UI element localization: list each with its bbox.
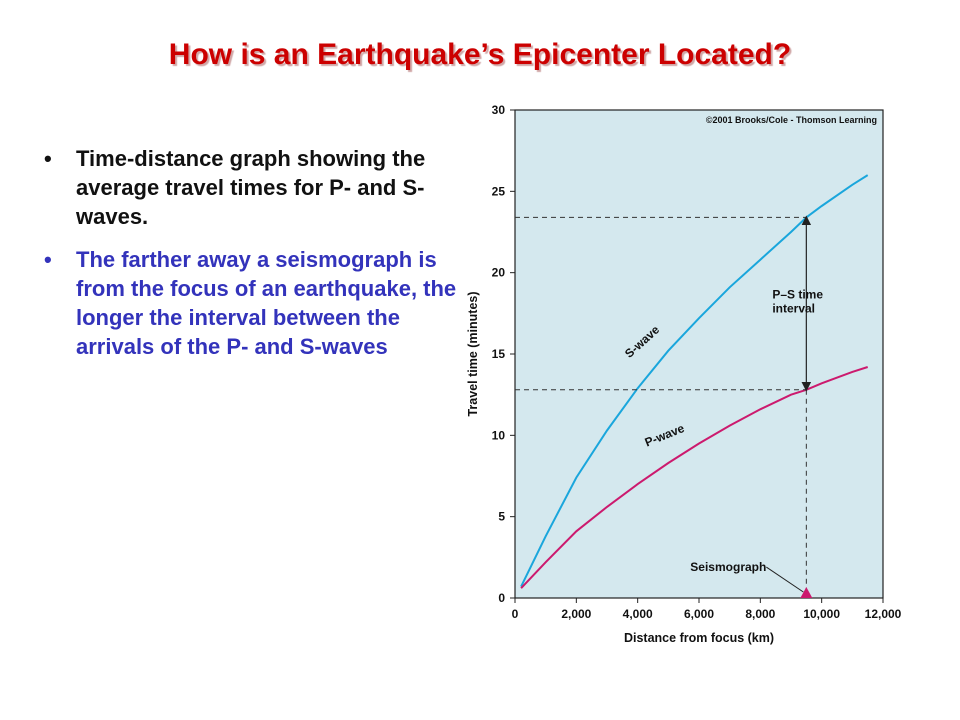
x-tick-label: 10,000 xyxy=(803,607,841,621)
plot-area xyxy=(515,110,883,598)
bullet-item-interval xyxy=(42,245,462,361)
y-axis-label: Travel time (minutes) xyxy=(466,291,480,417)
ps-interval-label: interval xyxy=(772,301,816,316)
y-tick-label: 20 xyxy=(491,265,505,280)
y-tick-label: 5 xyxy=(498,509,505,524)
ps-interval-label: P–S time xyxy=(772,287,824,302)
bullet-list xyxy=(42,144,462,375)
bullet-marker: • xyxy=(44,146,52,171)
x-axis-label: Distance from focus (km) xyxy=(623,631,775,645)
time-distance-chart xyxy=(455,100,915,660)
p-wave-label: P-wave xyxy=(642,421,687,450)
slide-title: How is an Earthquake’s Epicenter Located? xyxy=(168,38,792,71)
x-tick-label: 8,000 xyxy=(745,607,776,621)
chart-svg xyxy=(455,100,915,660)
bullet-item-travel-times xyxy=(42,144,462,231)
s-wave-label: S-wave xyxy=(622,322,663,361)
bullet-marker: • xyxy=(44,247,52,272)
x-tick-label: 2,000 xyxy=(561,607,592,621)
y-tick-label: 0 xyxy=(498,591,505,605)
x-tick-label: 4,000 xyxy=(622,607,653,621)
x-tick-label: 12,000 xyxy=(864,607,902,621)
copyright-text: ©2001 Brooks/Cole - Thomson Learning xyxy=(705,115,877,125)
y-tick-label: 25 xyxy=(491,184,505,199)
y-tick-label: 30 xyxy=(491,103,505,117)
y-tick-label: 10 xyxy=(491,428,505,443)
y-tick-label: 15 xyxy=(491,347,505,361)
bullet-text: Time-distance graph showing the average travel times for P- and S-waves. xyxy=(76,146,426,229)
bullet-text: The farther away a seismograph is from the focus of an earthquake, the longer the interval between the arrivals of the P- and S-waves xyxy=(76,247,457,359)
x-tick-label: 0 xyxy=(511,607,519,621)
x-tick-label: 6,000 xyxy=(683,607,715,621)
seismograph-label: Seismograph xyxy=(690,560,767,575)
